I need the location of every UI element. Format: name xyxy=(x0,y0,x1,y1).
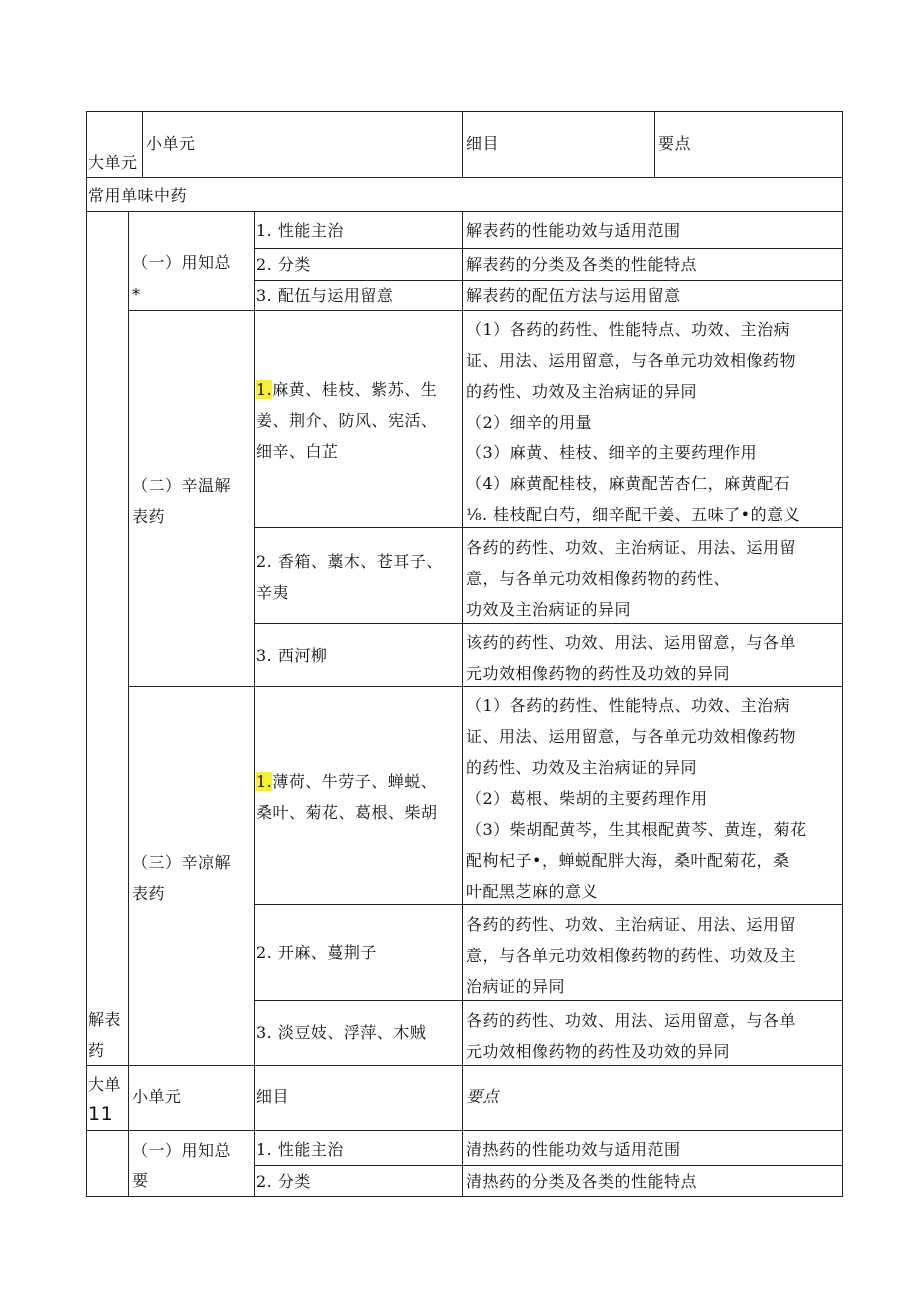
header-col-item: 细目 xyxy=(256,1087,290,1106)
point-line: 各药的药性、功效、用法、运用留意，与各单 xyxy=(466,1011,797,1030)
item-cell: 2. 分类 xyxy=(256,1172,311,1191)
grid-line xyxy=(254,1065,255,1197)
grid-line xyxy=(254,211,255,1066)
sub-unit-name: （三）辛凉解 xyxy=(132,853,232,872)
grid-line xyxy=(86,1196,843,1197)
point-line: （2）葛根、柴胡的主要药理作用 xyxy=(466,789,708,808)
grid-line xyxy=(128,1065,129,1197)
point-cell: 清热药的性能功效与适用范围 xyxy=(466,1140,681,1159)
header-col-sub-unit: 小单元 xyxy=(146,134,196,153)
header-col-sub-unit: 小单元 xyxy=(132,1087,182,1106)
grid-line xyxy=(462,211,463,1066)
header-col-points: 要点 xyxy=(466,1087,500,1106)
point-line: 配枸杞子•，蝉蜕配胖大海，桑叶配菊花，桑 xyxy=(466,851,790,870)
header-col-main-unit: 大单元 xyxy=(88,153,138,172)
grid-line xyxy=(462,111,463,177)
sub-unit-name: （一）用知总 xyxy=(132,1141,232,1160)
sub-unit-name: （二）辛温解 xyxy=(132,476,232,495)
sub-unit-name: 表药 xyxy=(132,507,166,526)
point-line: 的药性、功效及主治病证的异同 xyxy=(466,382,698,401)
point-line: 功效及主治病证的异同 xyxy=(466,600,632,619)
header-col-points: 要点 xyxy=(658,134,692,153)
point-line: 证、用法、运用留意，与各单元功效相像药物 xyxy=(466,351,797,370)
item-cell: 3. 配伍与运用留意 xyxy=(256,286,394,305)
grid-line xyxy=(142,111,143,177)
point-line: 证、用法、运用留意，与各单元功效相像药物 xyxy=(466,727,797,746)
point-line: ⅛. 桂枝配白芍，细辛配干姜、五味了•的意义 xyxy=(466,505,801,524)
item-cell: 辛夷 xyxy=(256,583,290,602)
grid-line xyxy=(462,1065,463,1197)
point-line: （1）各药的药性、性能特点、功效、主治病 xyxy=(466,696,791,715)
grid-line xyxy=(86,211,843,212)
header-col-main-unit: 11 xyxy=(88,1103,114,1125)
point-line: （2）细辛的用量 xyxy=(466,413,593,432)
main-unit-label: 药 xyxy=(88,1041,105,1060)
grid-line xyxy=(842,111,843,1197)
point-cell: 解表药的分类及各类的性能特点 xyxy=(466,255,698,274)
point-line: 该药的药性、功效、用法、运用留意，与各单 xyxy=(466,633,797,652)
item-cell: 1. 性能主治 xyxy=(256,1140,344,1159)
sub-unit-name: * xyxy=(132,285,141,304)
highlight-mark: 1. xyxy=(256,380,273,399)
point-line: 各药的药性、功效、主治病证、用法、运用留 xyxy=(466,915,797,934)
item-cell: 桑叶、菊花、葛根、柴胡 xyxy=(256,803,438,822)
point-line: 叶配黑芝麻的意义 xyxy=(466,882,599,901)
grid-line xyxy=(86,111,843,112)
point-line: 意，与各单元功效相像药物的药性、功效及主 xyxy=(466,946,797,965)
grid-line xyxy=(86,177,843,178)
point-line: 元功效相像药物的药性及功效的异同 xyxy=(466,664,731,683)
sub-unit-name: （一）用知总 xyxy=(132,253,232,272)
item-cell: 1.薄荷、牛劳子、蝉蜕、 xyxy=(256,772,438,791)
item-cell: 1. 性能主治 xyxy=(256,221,344,240)
point-line: 各药的药性、功效、主治病证、用法、运用留 xyxy=(466,538,797,557)
grid-line xyxy=(86,1130,843,1131)
item-cell: 细辛、白芷 xyxy=(256,442,339,461)
header-col-main-unit: 大单 xyxy=(88,1075,122,1094)
header-col-item: 细目 xyxy=(466,134,500,153)
point-line: （3）麻黄、桂枝、细辛的主要药理作用 xyxy=(466,443,758,462)
item-cell: 姜、荆介、防风、宪活、 xyxy=(256,411,438,430)
point-line: 意，与各单元功效相像药物的药性、 xyxy=(466,569,731,588)
item-cell: 2. 分类 xyxy=(256,255,311,274)
sub-unit-name: 要 xyxy=(132,1171,149,1190)
section-title: 常用单味中药 xyxy=(88,186,188,205)
item-cell: 2. 开麻、蔓荆子 xyxy=(256,943,377,962)
main-unit-label: 解表 xyxy=(88,1010,122,1029)
item-cell: 1.麻黄、桂枝、紫苏、生 xyxy=(256,380,438,399)
point-line: 元功效相像药物的药性及功效的异同 xyxy=(466,1042,731,1061)
item-cell: 2. 香箱、藁木、苍耳子、 xyxy=(256,552,443,571)
sub-unit-name: 表药 xyxy=(132,884,166,903)
item-cell: 3. 淡豆妓、浮萍、木贼 xyxy=(256,1023,427,1042)
point-line: 的药性、功效及主治病证的异同 xyxy=(466,758,698,777)
highlight-mark: 1. xyxy=(256,772,273,791)
item-cell: 3. 西河柳 xyxy=(256,646,328,665)
grid-line xyxy=(654,111,655,177)
point-line: 治病证的异同 xyxy=(466,977,566,996)
point-line: （3）柴胡配黄芩，生其根配黄芩、黄连，菊花 xyxy=(466,820,807,839)
grid-line xyxy=(128,211,129,1066)
grid-line xyxy=(86,111,87,1197)
point-cell: 解表药的配伍方法与运用留意 xyxy=(466,286,681,305)
point-cell: 清热药的分类及各类的性能特点 xyxy=(466,1172,698,1191)
point-line: （4）麻黄配桂枝，麻黄配苦杏仁，麻黄配石 xyxy=(466,474,791,493)
point-cell: 解表药的性能功效与适用范围 xyxy=(466,221,681,240)
point-line: （1）各药的药性、性能特点、功效、主治病 xyxy=(466,320,791,339)
